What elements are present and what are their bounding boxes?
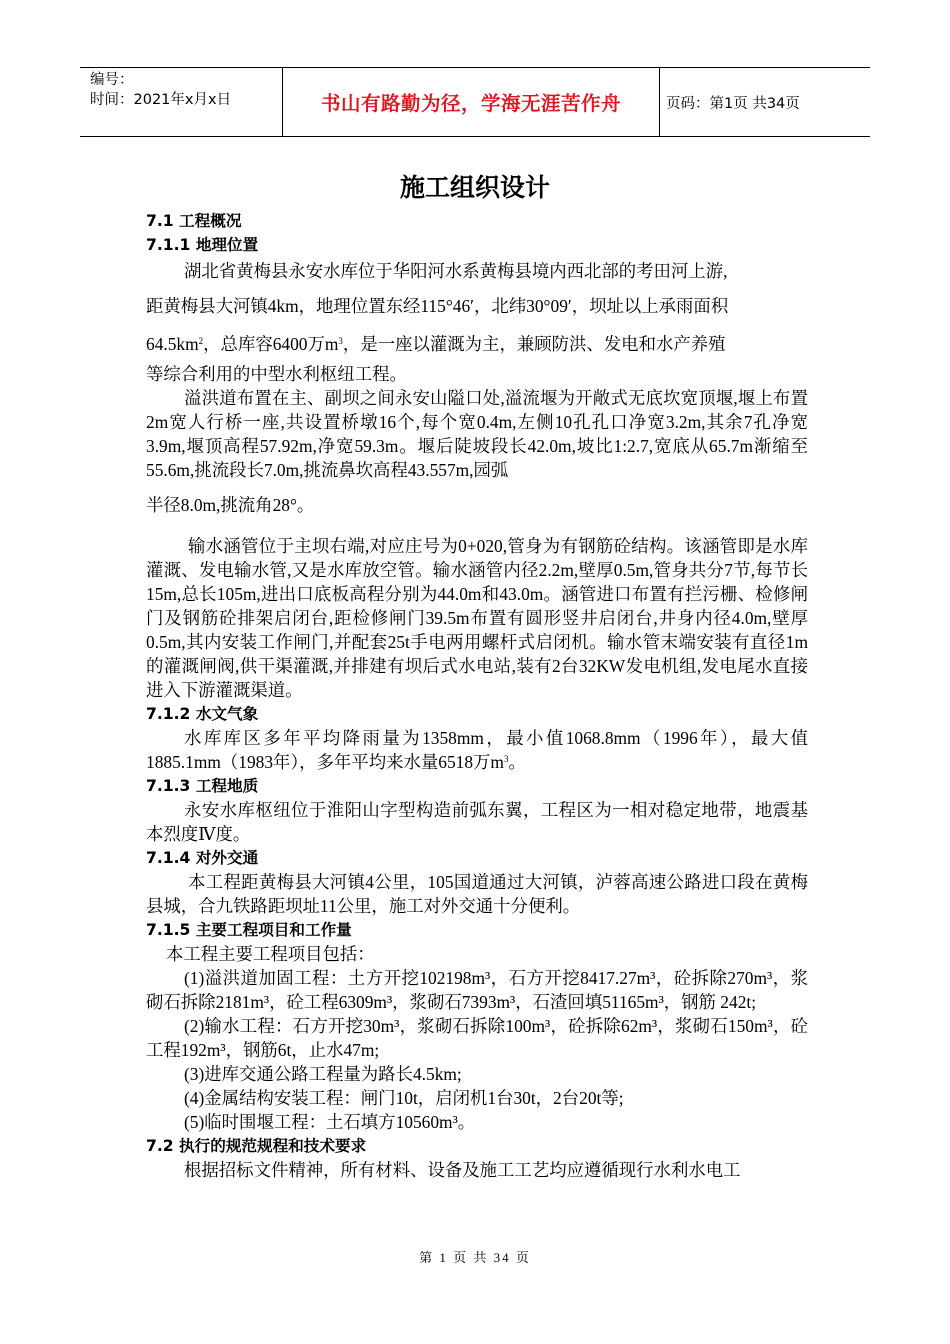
header-page-cell bbox=[660, 68, 870, 136]
header-page-label: 页码：第1页 共34页 bbox=[666, 95, 800, 112]
page-footer: 第 1 页 共 34 页 bbox=[419, 1250, 531, 1265]
document-body bbox=[146, 209, 808, 1182]
list-item: (5)临时围堰工程：土石填方10560m³。 bbox=[184, 1112, 476, 1132]
header-motto-cell bbox=[282, 68, 660, 136]
paragraph: 等综合利用的中型水利枢纽工程。 bbox=[146, 364, 407, 384]
section-heading: 7.1.2 水文气象 bbox=[146, 705, 259, 723]
superscript: 2 bbox=[198, 336, 204, 346]
text-run: ，总库容6400万m bbox=[203, 334, 339, 354]
list-item: (3)进库交通公路工程量为路长4.5km; bbox=[184, 1064, 462, 1084]
text-run: ，是一座以灌溉为主，兼顾防洪、发电和水产养殖 bbox=[342, 334, 726, 354]
list-item: (4)金属结构安装工程：闸门10t，启闭机1台30t，2台20t等; bbox=[184, 1088, 624, 1108]
text-run: 水库库区多年平均降雨量为1358mm，最小值1068.8mm（1996年），最大值1885.1mm（1983年），多年平均来水量6518万m bbox=[146, 728, 808, 772]
paragraph: 半径8.0m,挑流角28°。 bbox=[146, 495, 315, 515]
paragraph: 本工程距黄梅县大河镇4公里，105国道通过大河镇，泸蓉高速公路进口段在黄梅县城，合九铁路距坝址11公里，施工对外交通十分便利。 bbox=[146, 872, 808, 916]
superscript: 3 bbox=[338, 336, 343, 346]
header-meta bbox=[80, 68, 282, 136]
doc-time-label: 时间：2021年x月x日 bbox=[90, 92, 232, 108]
section-heading: 7.1.5 主要工程项目和工作量 bbox=[146, 921, 352, 939]
paragraph: 根据招标文件精神，所有材料、设备及施工工艺均应遵循现行水利水电工 bbox=[184, 1160, 741, 1180]
header-table bbox=[80, 67, 870, 137]
paragraph: 湖北省黄梅县永安水库位于华阳河水系黄梅县境内西北部的考田河上游, bbox=[184, 261, 728, 281]
list-item: (1)溢洪道加固工程：土方开挖102198m³，石方开挖8417.27m³，砼拆除270m³，浆砌石拆除2181m³，砼工程6309m³，浆砌石7393m³，石渣回填51165m³，钢筋 242t; bbox=[146, 968, 808, 1012]
text-run: 64.5km bbox=[146, 334, 199, 354]
paragraph bbox=[146, 326, 808, 362]
header-motto: 书山有路勤为径，学海无涯苦作舟 bbox=[320, 92, 621, 115]
list-item: (2)输水工程：石方开挖30m³，浆砌石拆除100m³，砼拆除62m³，浆砌石150m³，砼工程192m³，钢筋6t，止水47m; bbox=[146, 1016, 808, 1060]
paragraph bbox=[146, 726, 808, 774]
page-title: 施工组织设计 bbox=[399, 173, 550, 202]
paragraph: 距黄梅县大河镇4km，地理位置东经115°46′，北纬30°09′，坝址以上承雨面积 bbox=[146, 296, 729, 316]
section-heading: 7.1.1 地理位置 bbox=[146, 236, 259, 254]
paragraph: 溢洪道布置在主、副坝之间永安山隘口处,溢流堰为开敞式无底坎宽顶堰,堰上布置2m宽人行桥一座,共设置桥墩16个,每个宽0.4m,左侧10孔孔口净宽3.2m,其余7孔净宽3.9m,堰顶高程57.92m,净宽59.3m。堰后陡坡段长42.0m,坡比1:2.7,宽底从65.7m渐缩至55.6m,挑流段长7.0m,挑流鼻坎高程43.557m,园弧 bbox=[146, 388, 808, 480]
section-heading: 7.1.3 工程地质 bbox=[146, 777, 259, 795]
doc-number-label: 编号： bbox=[90, 72, 134, 88]
section-heading: 7.1 工程概况 bbox=[146, 212, 242, 230]
superscript: 3 bbox=[503, 754, 509, 764]
text-run: 。 bbox=[508, 752, 526, 772]
paragraph: 永安水库枢纽位于淮阳山字型构造前弧东翼，工程区为一相对稳定地带，地震基本烈度Ⅳ度。 bbox=[146, 800, 808, 844]
section-heading: 7.2 执行的规范规程和技术要求 bbox=[146, 1137, 367, 1155]
section-heading: 7.1.4 对外交通 bbox=[146, 849, 259, 867]
paragraph: 输水涵管位于主坝右端,对应庄号为0+020,管身为有钢筋砼结构。该涵管即是水库灌溉、发电输水管,又是水库放空管。输水涵管内径2.2m,壁厚0.5m,管身共分7节,每节长15m,总长105m,进出口底板高程分别为44.0m和43.0m。涵管进口布置有拦污栅、检修闸门及钢筋砼排架启闭台,距检修闸门39.5m布置有圆形竖井启闭台,井身内径4.0m,壁厚0.5m,其内安装工作闸门,并配套25t手电两用螺杆式启闭机。输水管末端安装有直径1m的灌溉闸阀,供干渠灌溉,并排建有坝后式水电站,装有2台32KW发电机组,发电尾水直接进入下游灌溉渠道。 bbox=[146, 536, 808, 700]
paragraph: 本工程主要工程项目包括： bbox=[166, 944, 375, 964]
